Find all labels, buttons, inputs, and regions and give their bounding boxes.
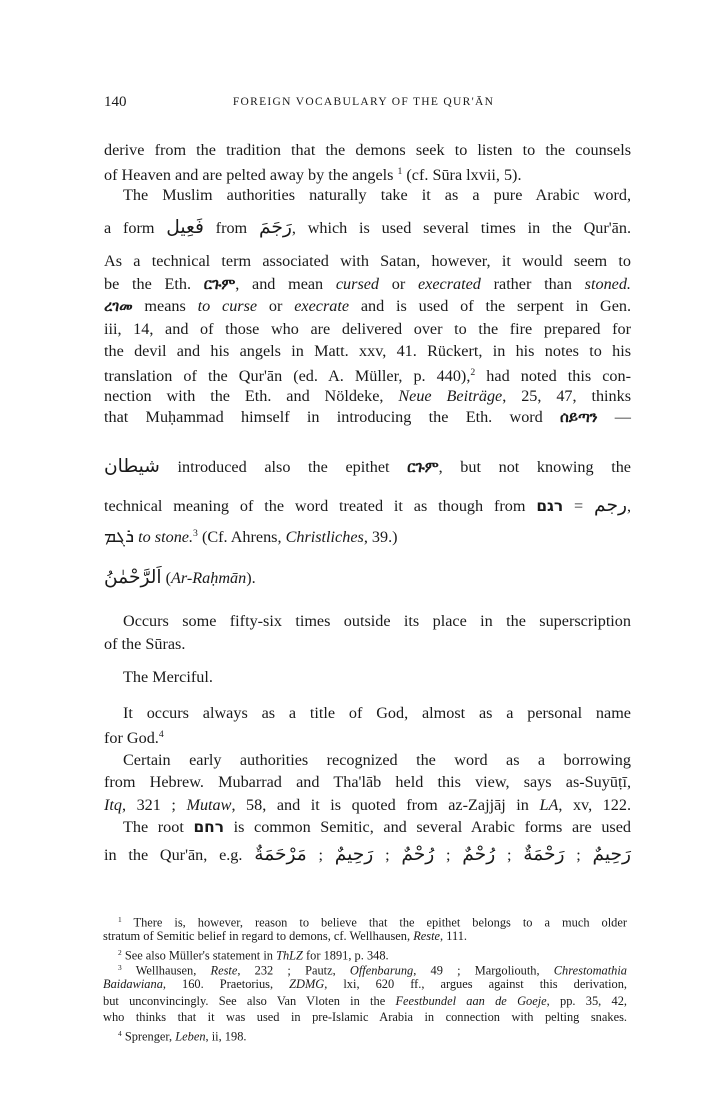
footnote-marker: 2 — [470, 367, 476, 378]
arabic-word: ܪܓܡ — [104, 525, 135, 547]
hebrew-word: רגם — [536, 497, 564, 515]
text-line — [123, 750, 631, 770]
text-segment: As a technical term associated with Satan, however, it would seem to — [104, 252, 631, 270]
text-line — [123, 185, 631, 205]
text-segment: means — [132, 297, 198, 315]
text-segment: ; — [373, 846, 402, 864]
text-line — [104, 795, 631, 815]
arabic-word: اَلرَّحْمٰنُ — [104, 567, 162, 588]
text-segment: There is, however, reason to believe that the epithet belongs to a much older — [121, 915, 627, 930]
text-segment: but unconvincingly. See also Van Vloten in the — [103, 994, 396, 1008]
footnote-marker: 4 — [158, 729, 164, 740]
footnote-line — [103, 1010, 627, 1025]
hebrew-word: רחם — [193, 818, 224, 836]
text-segment: translation of the Qur'ān (ed. A. Müller, p. 440), — [104, 366, 471, 385]
text-line — [104, 457, 631, 477]
text-segment: for 1891, p. 348. — [302, 948, 389, 963]
text-segment: iii, 14, and of those who are delivered over to the fire prepared for — [104, 320, 631, 338]
text-segment: , 49 ; Margoliouth, — [413, 963, 554, 978]
text-line — [104, 296, 631, 316]
text-segment: of Heaven and are pelted away by the angels — [104, 165, 398, 184]
italic-text: Christliches — [285, 527, 364, 546]
text-segment: stratum of Semitic belief in regard to demons, cf. Wellhausen, — [103, 929, 414, 943]
ethiopic-word: ርጉም — [407, 458, 439, 476]
text-line — [123, 667, 631, 687]
text-segment: ). — [246, 569, 256, 587]
italic-text: Reste — [413, 929, 441, 943]
text-line — [104, 524, 631, 547]
text-line — [104, 218, 631, 238]
text-line — [104, 496, 631, 516]
italic-text: stoned. — [584, 275, 631, 293]
italic-text: LA — [539, 796, 559, 814]
footnote-line — [103, 994, 627, 1009]
arabic-word: رَحْمَةٌ — [523, 844, 565, 865]
text-segment: Wellhausen, — [121, 963, 211, 978]
footnote-line — [103, 977, 627, 992]
footnote-line — [118, 1026, 627, 1044]
text-line — [104, 341, 631, 361]
text-segment: , and mean — [235, 275, 336, 293]
arabic-word: رَحِيمٌ — [592, 844, 632, 865]
page-number: 140 — [104, 94, 127, 110]
italic-text: ZDMG — [289, 977, 325, 991]
italic-text: Mutaw — [186, 796, 232, 814]
italic-text: Ar-Raḥmān — [171, 569, 247, 587]
arabic-word: رَجَمَ — [258, 217, 292, 238]
text-segment: See also Müller's statement in — [121, 948, 277, 963]
text-segment: — — [597, 408, 631, 426]
footnote-line — [118, 912, 627, 930]
text-segment: (Cf. Ahrens, — [197, 527, 286, 546]
footnote-line — [103, 929, 627, 944]
footnote-marker: 1 — [397, 166, 403, 177]
text-segment: , lxi, 620 ff., argues against this derivation, — [324, 977, 627, 991]
italic-text: Offenbarung — [349, 963, 414, 978]
text-segment: , 160. Praetorius, — [162, 977, 290, 991]
arabic-word: رُحْمٌ — [462, 844, 496, 865]
text-line — [104, 772, 631, 792]
text-line — [104, 319, 631, 339]
text-segment: technical meaning of the word treated it as though from — [104, 497, 537, 515]
text-line — [104, 407, 631, 427]
text-segment: ; — [564, 846, 593, 864]
text-segment: ; — [306, 846, 335, 864]
text-segment: from Hebrew. Mubarrad and Tha'lāb held this view, says as-Suyūṭī, — [104, 773, 631, 791]
text-line — [123, 611, 631, 631]
italic-text: cursed — [335, 275, 380, 293]
italic-text: ThLZ — [276, 948, 303, 963]
text-segment: rather than — [480, 275, 585, 293]
text-segment: is common Semitic, and several Arabic forms are used — [224, 818, 631, 836]
text-segment: It occurs always as a title of God, almost as a personal name — [123, 704, 631, 722]
italic-text: Chrestomathia — [553, 963, 627, 978]
text-segment: ; — [434, 846, 463, 864]
italic-text: Feestbundel aan de Goeje — [395, 994, 547, 1008]
text-line — [104, 363, 631, 386]
text-segment: had noted this con- — [475, 366, 631, 385]
text-segment: (cf. Sūra lxvii, 5). — [402, 165, 522, 184]
text-segment: Occurs some fifty-six times outside its place in the superscription — [123, 612, 631, 630]
arabic-word: رجم — [594, 495, 627, 516]
footnote-marker: 3 — [118, 963, 122, 972]
ethiopic-word: ሰይጣን — [560, 408, 598, 426]
text-line — [104, 162, 631, 185]
text-segment: who thinks that it was used in pre-Islamic Arabia in connection with pelting snakes. — [103, 1010, 627, 1024]
text-segment: , pp. 35, 42, — [546, 994, 627, 1008]
text-line — [104, 845, 631, 865]
italic-text: Baidawiana — [103, 977, 163, 991]
ethiopic-word: ረገመ — [104, 297, 133, 315]
text-segment: , 321 ; — [121, 796, 187, 814]
text-line — [123, 817, 631, 837]
arabic-word: رَحِيمٌ — [334, 844, 374, 865]
text-line — [104, 386, 631, 406]
running-title: FOREIGN VOCABULARY OF THE QUR'ĀN — [232, 96, 495, 108]
text-segment: The root — [123, 818, 194, 836]
text-segment: ; — [495, 846, 524, 864]
italic-text: Itq — [104, 796, 122, 814]
text-segment: , which is used several times in the Qur'ān. — [291, 219, 631, 237]
text-segment: , 58, and it is quoted from az-Zajjāj in — [231, 796, 540, 814]
text-segment: , xv, 122. — [558, 796, 632, 814]
text-segment: = — [563, 497, 595, 515]
text-segment: ( — [161, 569, 172, 587]
text-segment: nection with the Eth. and Nöldeke, — [104, 387, 399, 405]
text-segment: be the Eth. — [104, 275, 204, 293]
text-segment: the devil and his angels in Matt. xxv, 41. Rückert, in his notes to his — [104, 342, 631, 360]
arabic-word: مَرْحَمَةٌ — [254, 844, 307, 865]
italic-text: execrate — [294, 297, 350, 315]
text-line — [104, 251, 631, 271]
text-segment: , ii, 198. — [205, 1029, 247, 1044]
text-segment: , 232 ; Pautz, — [237, 963, 350, 978]
text-segment: that Muḥammad himself in introducing the Eth. word — [104, 408, 561, 426]
text-line — [104, 568, 631, 588]
arabic-word: فَعِيل — [166, 217, 204, 238]
arabic-word: شيطان — [104, 456, 160, 477]
text-line — [104, 634, 631, 654]
footnote-marker: 2 — [118, 948, 122, 957]
text-segment: , 111. — [440, 929, 467, 943]
footnote-line — [118, 960, 627, 978]
text-segment: derive from the tradition that the demons seek to listen to the counsels — [104, 141, 631, 159]
footnote-marker: 3 — [193, 528, 198, 539]
text-line — [104, 274, 631, 294]
text-segment: The Merciful. — [123, 668, 213, 686]
text-segment: , 25, 47, thinks — [502, 387, 632, 405]
text-segment: , 39.) — [363, 527, 398, 546]
text-segment: Sprenger, — [121, 1029, 176, 1044]
text-segment: of the Sūras. — [104, 635, 186, 653]
italic-text: Leben — [175, 1029, 206, 1044]
text-line — [104, 140, 631, 160]
text-segment: and is used of the serpent in Gen. — [349, 297, 632, 315]
text-segment: introduced also the epithet — [159, 458, 408, 476]
italic-text: execrated — [417, 275, 481, 293]
text-segment: Certain early authorities recognized the word as a borrowing — [123, 751, 631, 769]
italic-text: Neue Beiträge — [398, 387, 503, 405]
italic-text: to stone. — [138, 527, 194, 546]
text-segment: in the Qur'ān, e.g. — [104, 846, 255, 864]
arabic-word: رُحْمٌ — [401, 844, 435, 865]
text-segment: for God. — [104, 728, 159, 747]
text-line — [104, 725, 631, 748]
text-segment: or — [257, 297, 295, 315]
ethiopic-word: ርጉም — [203, 275, 236, 293]
text-segment: , — [626, 497, 631, 515]
italic-text: Reste — [210, 963, 238, 978]
italic-text: to curse — [197, 297, 258, 315]
text-segment: or — [379, 275, 418, 293]
text-segment: from — [203, 219, 259, 237]
text-segment: , but not knowing the — [438, 458, 631, 476]
footnote-marker: 4 — [118, 1029, 122, 1038]
text-line — [123, 703, 631, 723]
footnote-marker: 1 — [118, 915, 122, 924]
text-segment: a form — [104, 219, 167, 237]
text-segment: The Muslim authorities naturally take it as a pure Arabic word, — [123, 186, 631, 204]
